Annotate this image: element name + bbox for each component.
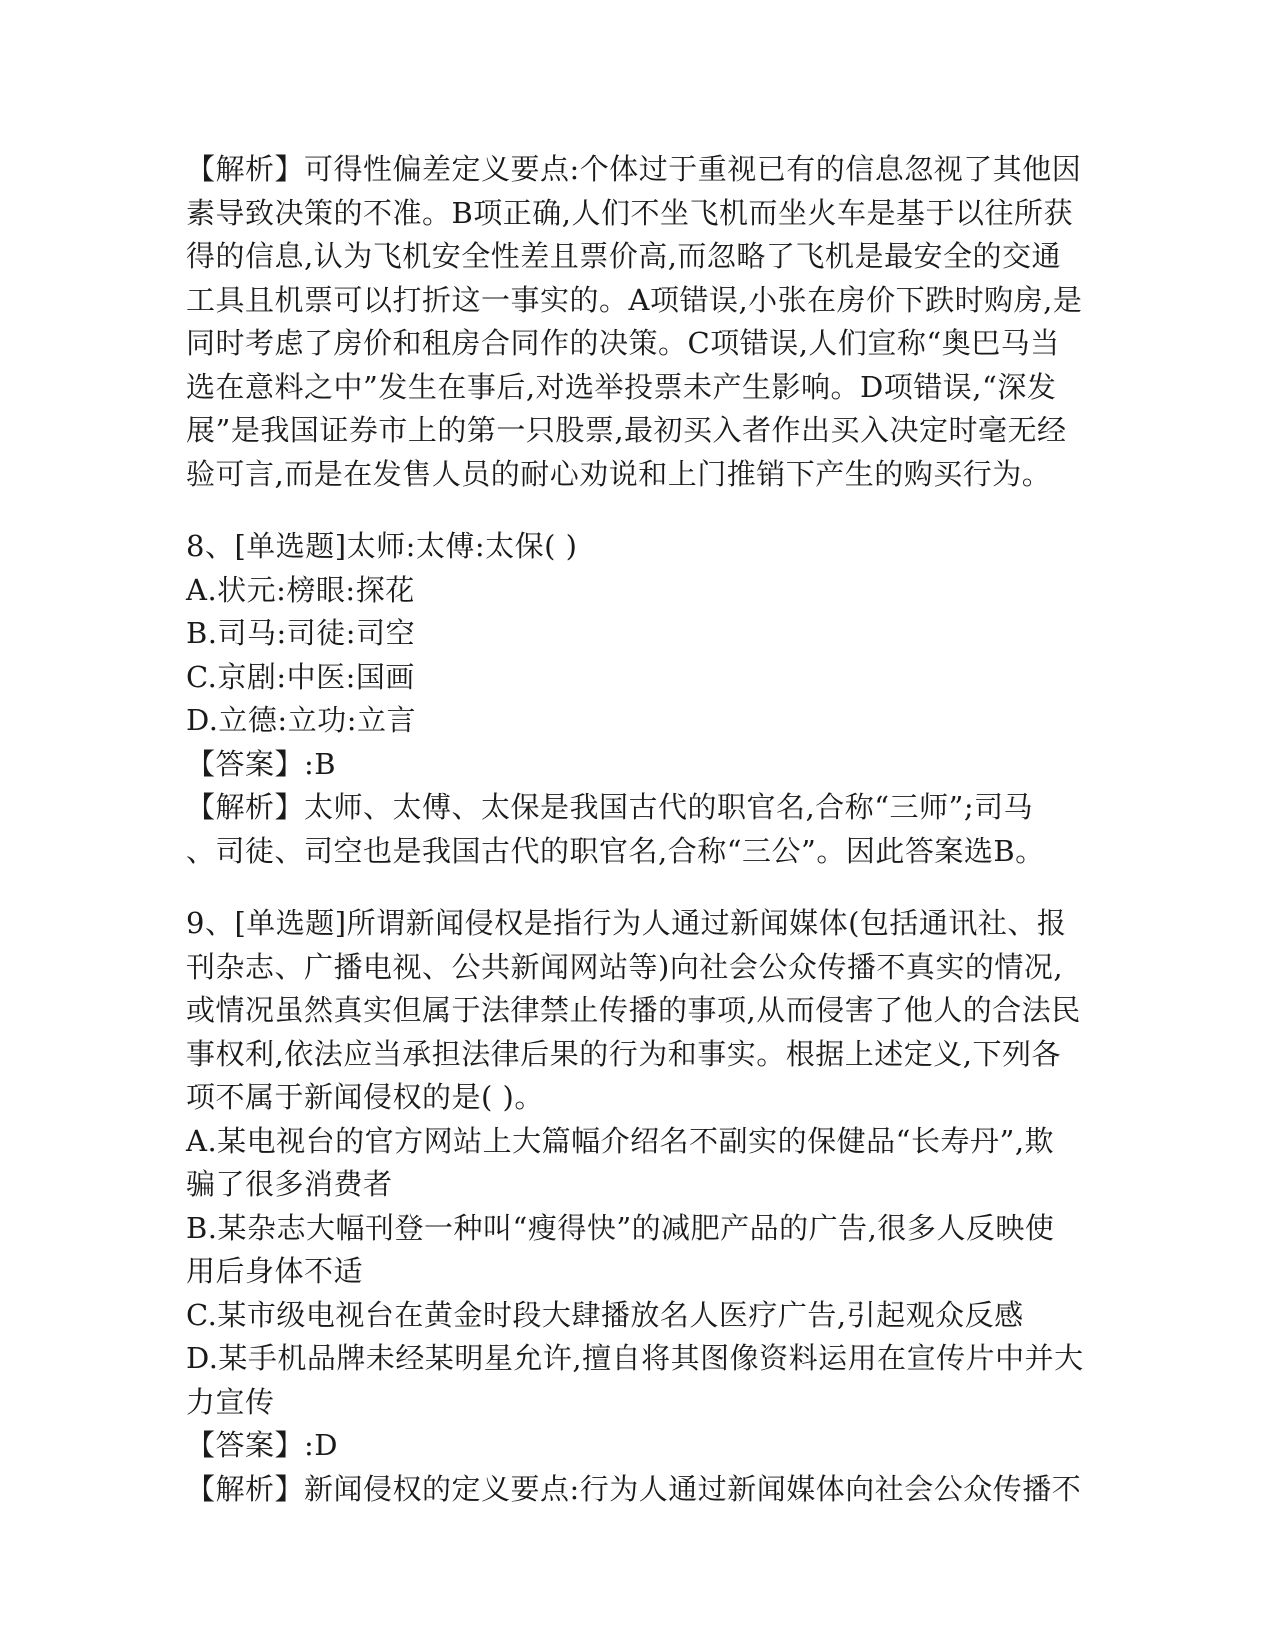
text-line: 选在意料之中”发生在事后,对选举投票未产生影响。D项错误,“深发 <box>186 369 1057 404</box>
question-stem: 刊杂志、广播电视、公共新闻网站等)向社会公众传播不真实的情况, <box>186 949 1064 984</box>
option-a: A.某电视台的官方网站上大篇幅介绍名不副实的保健品“长寿丹”,欺 <box>186 1123 1055 1158</box>
option-d: D.立德:立功:立言 <box>186 703 416 737</box>
question-stem: 8、[单选题]太师:太傅:太保( ) <box>186 529 578 563</box>
option-b: 用后身体不适 <box>186 1254 364 1288</box>
option-c: C.某市级电视台在黄金时段大肆播放名人医疗广告,引起观众反感 <box>186 1297 1024 1332</box>
answer-line: 【答案】:D <box>186 1428 339 1462</box>
paragraph-gap <box>186 873 1091 902</box>
question-8 <box>186 525 1091 873</box>
analysis-line: 【解析】太师、太傅、太保是我国古代的职官名,合称“三师”;司马 <box>186 790 1034 824</box>
question-9 <box>186 902 1091 1511</box>
option-a: A.状元:榜眼:探花 <box>186 572 415 607</box>
option-d: D.某手机品牌未经某明星允许,擅自将其图像资料运用在宣传片中并大 <box>186 1341 1084 1375</box>
analysis-line: 、司徒、司空也是我国古代的职官名,合称“三公”。因此答案选B。 <box>186 833 1045 868</box>
text-line: 【解析】可得性偏差定义要点:个体过于重视已有的信息忽视了其他因 <box>186 152 1082 186</box>
text-line: 工具且机票可以打折这一事实的。A项错误,小张在房价下跌时购房,是 <box>186 282 1083 317</box>
text-line: 得的信息,认为飞机安全性差且票价高,而忽略了飞机是最安全的交通 <box>186 239 1061 273</box>
text-line: 验可言,而是在发售人员的耐心劝说和上门推销下产生的购买行为。 <box>186 456 1052 491</box>
question-stem: 事权利,依法应当承担法律后果的行为和事实。根据上述定义,下列各 <box>186 1036 1061 1071</box>
option-b: B.某杂志大幅刊登一种叫“瘦得快”的减肥产品的广告,很多人反映使 <box>186 1210 1055 1245</box>
question-stem: 或情况虽然真实但属于法律禁止传播的事项,从而侵害了他人的合法民 <box>186 993 1081 1027</box>
text-line: 同时考虑了房价和租房合同作的决策。C项错误,人们宣称“奥巴马当 <box>186 326 1060 360</box>
question-stem: 项不属于新闻侵权的是( )。 <box>186 1080 544 1114</box>
option-a: 骗了很多消费者 <box>186 1167 393 1201</box>
analysis-block-q7 <box>186 148 1091 496</box>
question-stem: 9、[单选题]所谓新闻侵权是指行为人通过新闻媒体(包括通讯社、报 <box>186 906 1067 940</box>
text-line: 素导致决策的不准。B项正确,人们不坐飞机而坐火车是基于以往所获 <box>186 195 1074 230</box>
analysis-line: 【解析】新闻侵权的定义要点:行为人通过新闻媒体向社会公众传播不 <box>186 1471 1082 1506</box>
paragraph-gap <box>186 496 1091 525</box>
text-line: 展”是我国证券市上的第一只股票,最初买入者作出买入决定时毫无经 <box>186 413 1067 447</box>
document-page <box>186 148 1091 1511</box>
answer-line: 【答案】:B <box>186 746 337 781</box>
option-b: B.司马:司徒:司空 <box>186 616 416 650</box>
option-d: 力宣传 <box>186 1384 275 1419</box>
option-c: C.京剧:中医:国画 <box>186 659 415 694</box>
